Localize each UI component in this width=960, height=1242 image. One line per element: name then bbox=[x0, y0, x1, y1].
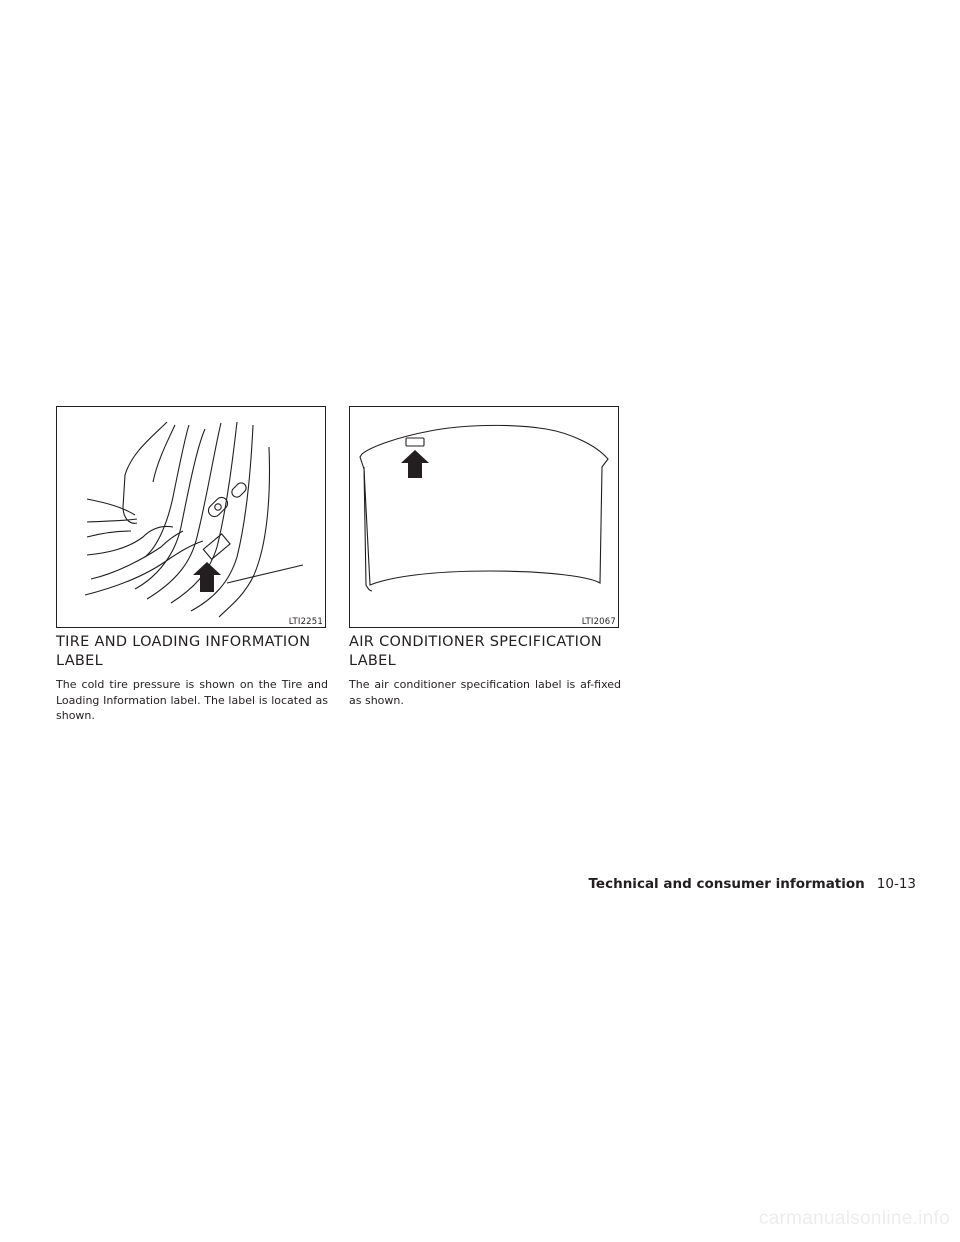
section-body: The cold tire pressure is shown on the Tire and Loading Information label. The label is located as shown. bbox=[56, 678, 328, 722]
figure-code: LTI2067 bbox=[581, 616, 616, 627]
section-heading: AIR CONDITIONER SPECIFICATION LABEL bbox=[349, 634, 603, 669]
page-footer bbox=[589, 876, 916, 892]
section-body: The air conditioner specification label is af-fixed as shown. bbox=[349, 678, 621, 707]
page-number: 10-13 bbox=[876, 876, 916, 892]
door-jamb-drawing bbox=[57, 407, 325, 627]
pointer-arrow bbox=[193, 562, 221, 592]
door-jamb-illustration bbox=[56, 406, 326, 628]
pointer-arrow bbox=[401, 450, 429, 478]
section-heading: TIRE AND LOADING INFORMATION LABEL bbox=[56, 634, 311, 669]
figure-code: LTI2251 bbox=[288, 616, 323, 627]
hood-illustration bbox=[349, 406, 619, 628]
hood-drawing bbox=[350, 407, 618, 627]
footer-section-title: Technical and consumer information bbox=[588, 876, 865, 892]
watermark: carmanualsonline.info bbox=[758, 1208, 950, 1229]
